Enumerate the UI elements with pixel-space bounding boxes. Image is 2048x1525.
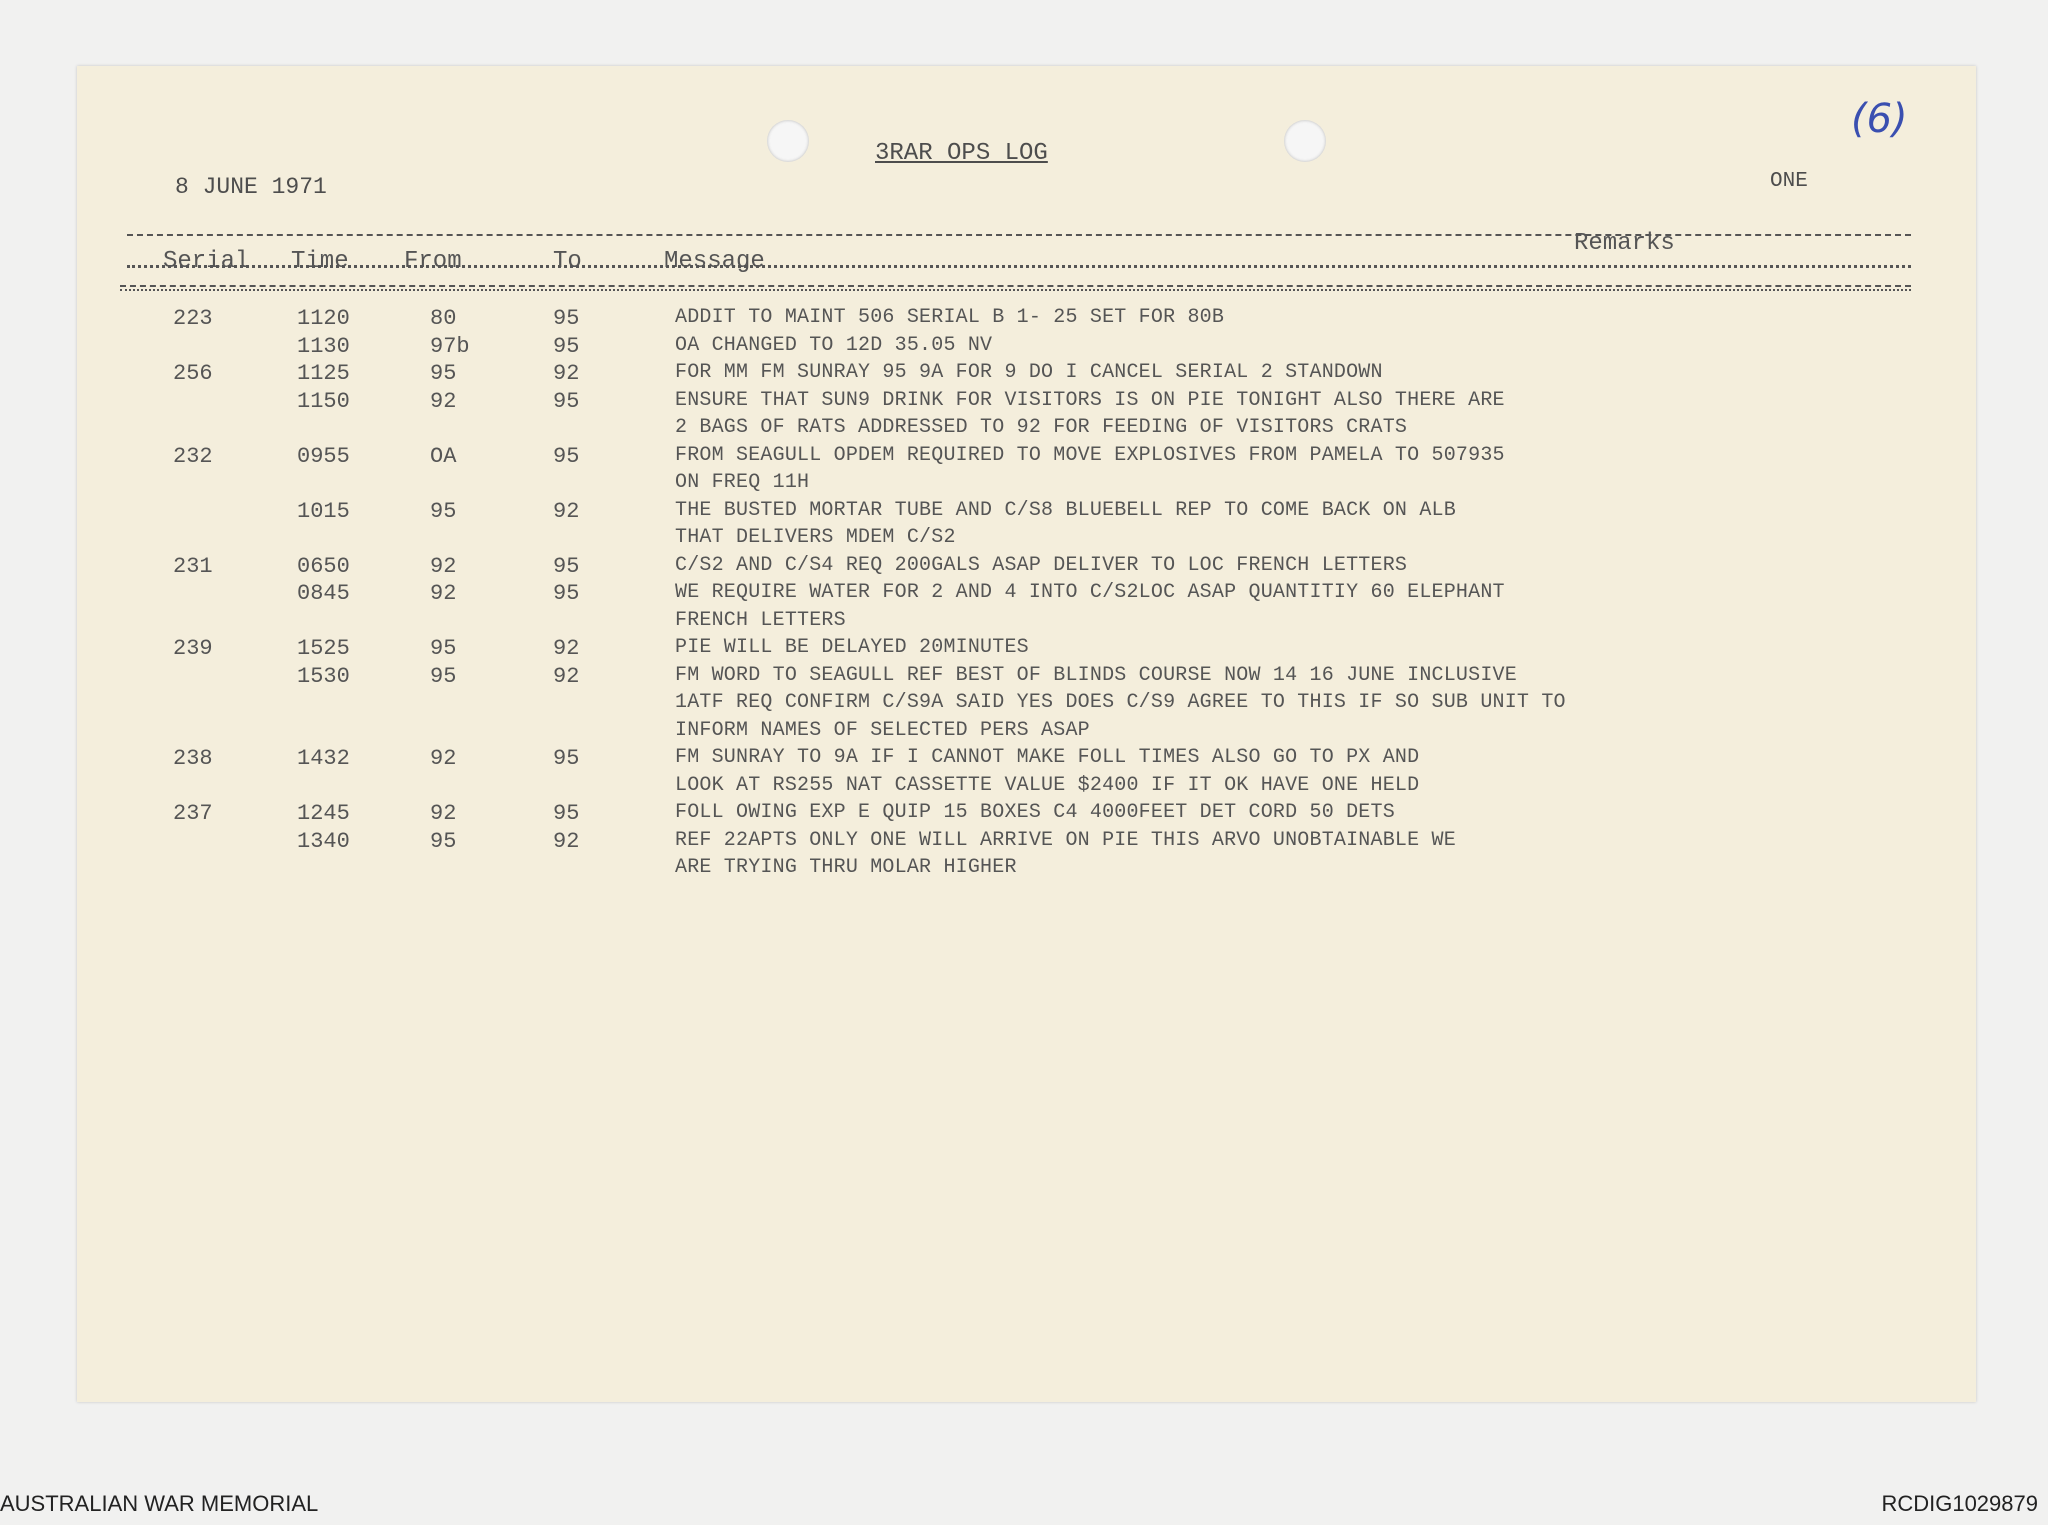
row-to: 92 [553,636,580,661]
row-time: 1340 [297,828,350,854]
row-serial: 239 [173,636,213,661]
row-message: REF 22APTS ONLY ONE WILL ARRIVE ON PIE THIS ARVO UNOBTAINABLE WE [675,828,1456,852]
row-from: 92 [430,388,457,414]
row-message: THAT DELIVERS MDEM C/S2 [675,526,956,549]
row-message: FROM SEAGULL OPDEM REQUIRED TO MOVE EXPLOSIVES FROM PAMELA TO 507935 [675,443,1505,467]
header-rule-top-dotted [127,265,1911,268]
row-from: 92 [430,553,457,579]
row-to: 95 [553,388,580,414]
log-row [77,829,1976,857]
log-row [77,306,1976,334]
column-header-to: To [553,248,582,275]
row-to: 95 [553,801,580,826]
column-header-time: Time [291,248,349,275]
handwritten-page-number: (6) [1851,96,1908,142]
row-from: 95 [430,828,457,854]
column-header-serial: Serial [163,248,250,275]
row-message: ON FREQ 11H [675,471,810,494]
log-row [77,691,1976,719]
log-row [77,526,1976,554]
punch-hole-left [767,120,809,162]
row-time: 1530 [297,663,350,689]
log-row [77,471,1976,499]
row-message: OA CHANGED TO 12D 35.05 NV [675,333,993,357]
row-serial: 238 [173,746,213,771]
page-label: ONE [1770,170,1808,193]
row-message: 1ATF REQ CONFIRM C/S9A SAID YES DOES C/S9 AGREE TO THIS IF SO SUB UNIT TO [675,691,1566,714]
row-serial: 231 [173,553,213,579]
header-rule-bottom [120,285,1911,287]
log-row [77,499,1976,527]
row-time: 1125 [297,361,350,386]
column-header-remarks: Remarks [1574,230,1675,257]
row-message: ENSURE THAT SUN9 DRINK FOR VISITORS IS ON PIE TONIGHT ALSO THERE ARE [675,388,1505,412]
row-serial: 223 [173,306,213,331]
log-title: 3RAR OPS LOG [875,140,1048,167]
row-message: PIE WILL BE DELAYED 20MINUTES [675,636,1029,659]
row-from: 80 [430,306,457,331]
row-message: WE REQUIRE WATER FOR 2 AND 4 INTO C/S2LOC ASAP QUANTITIY 60 ELEPHANT [675,581,1505,604]
row-to: 92 [553,828,580,854]
row-message: INFORM NAMES OF SELECTED PERS ASAP [675,718,1090,742]
row-time: 1015 [297,498,350,524]
row-time: 0955 [297,443,350,469]
punch-hole-right [1284,120,1326,162]
row-time: 1432 [297,746,350,771]
row-to: 95 [553,443,580,469]
row-time: 1120 [297,306,350,331]
row-message: C/S2 AND C/S4 REQ 200GALS ASAP DELIVER TO LOC FRENCH LETTERS [675,553,1408,577]
row-message: ARE TRYING THRU MOLAR HIGHER [675,856,1017,879]
row-from: 95 [430,636,457,661]
row-serial: 237 [173,801,213,826]
row-message: FM SUNRAY TO 9A IF I CANNOT MAKE FOLL TIMES ALSO GO TO PX AND [675,746,1420,769]
row-message: 2 BAGS OF RATS ADDRESSED TO 92 FOR FEEDING OF VISITORS CRATS [675,416,1408,439]
row-time: 0650 [297,553,350,579]
log-row [77,856,1976,884]
row-from: 92 [430,581,457,606]
row-time: 0845 [297,581,350,606]
row-message: THE BUSTED MORTAR TUBE AND C/S8 BLUEBELL REP TO COME BACK ON ALB [675,498,1456,522]
log-row [77,581,1976,609]
row-message: LOOK AT RS255 NAT CASSETTE VALUE $2400 IF IT OK HAVE ONE HELD [675,773,1420,797]
row-from: 92 [430,746,457,771]
row-message: ADDIT TO MAINT 506 SERIAL B 1- 25 SET FOR 80B [675,306,1225,329]
log-row [77,444,1976,472]
column-header-from: From [404,248,462,275]
row-message: FM WORD TO SEAGULL REF BEST OF BLINDS COURSE NOW 14 16 JUNE INCLUSIVE [675,663,1517,687]
row-to: 95 [553,553,580,579]
header-rule-bottom-dotted [120,289,1911,291]
log-row [77,636,1976,664]
log-row [77,554,1976,582]
row-message: FOLL OWING EXP E QUIP 15 BOXES C4 4000FEET DET CORD 50 DETS [675,801,1395,824]
row-serial: 256 [173,361,213,386]
log-row [77,389,1976,417]
log-row [77,746,1976,774]
footer-credit: AUSTRALIAN WAR MEMORIAL [0,1491,319,1516]
row-from: 95 [430,498,457,524]
row-to: 92 [553,663,580,689]
footer-id: RCDIG1029879 [1881,1491,2038,1516]
log-date: 8 JUNE 1971 [175,174,327,200]
row-to: 95 [553,746,580,771]
row-time: 1150 [297,388,350,414]
row-to: 92 [553,361,580,386]
row-message: FOR MM FM SUNRAY 95 9A FOR 9 DO I CANCEL SERIAL 2 STANDOWN [675,361,1383,384]
row-from: OA [430,443,457,469]
row-to: 95 [553,581,580,606]
log-row [77,416,1976,444]
log-row [77,719,1976,747]
row-from: 95 [430,361,457,386]
log-row [77,664,1976,692]
log-row [77,801,1976,829]
row-serial: 232 [173,443,213,469]
row-to: 95 [553,333,580,359]
row-time: 1525 [297,636,350,661]
log-row [77,361,1976,389]
log-entries [77,306,1976,884]
log-sheet [77,66,1976,1402]
row-from: 95 [430,663,457,689]
row-from: 92 [430,801,457,826]
log-row [77,334,1976,362]
column-header-message: Message [664,248,765,275]
log-row [77,609,1976,637]
row-to: 95 [553,306,580,331]
row-to: 92 [553,498,580,524]
row-message: FRENCH LETTERS [675,608,846,632]
row-time: 1130 [297,333,350,359]
row-time: 1245 [297,801,350,826]
log-row [77,774,1976,802]
row-from: 97b [430,333,470,359]
